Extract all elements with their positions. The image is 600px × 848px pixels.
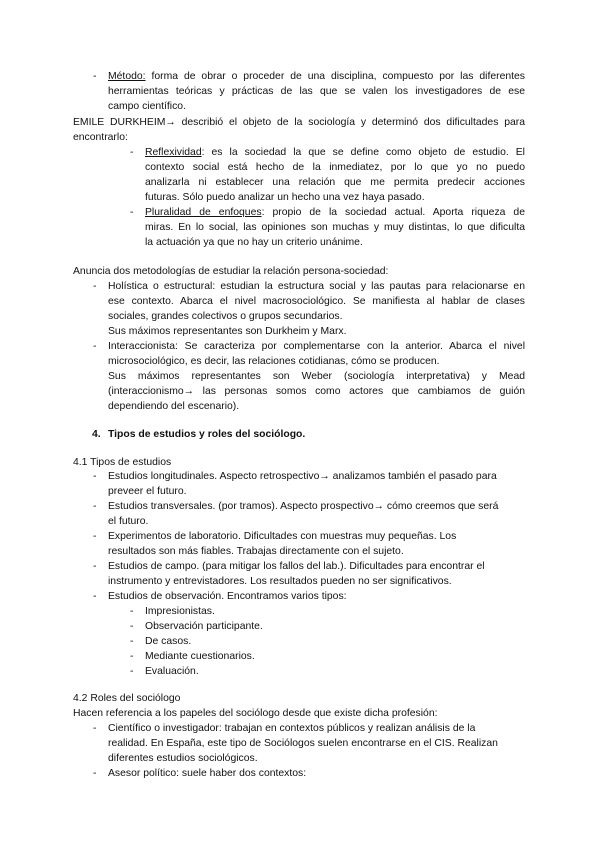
bullet-dash: -: [130, 636, 134, 647]
reflexividad-line-1: Reflexividad: es la sociedad la que se define como objeto de estudio. El: [145, 147, 525, 158]
metodologias-intro: Anuncia dos metodologías de estudiar la relación persona-sociedad:: [73, 266, 389, 277]
metodo-line-2: herramientas teóricas y prácticas de las que se valen los investigadores de ese: [108, 86, 525, 97]
holistica-line-3: sociales, grandes colectivos o grupos secundarios.: [108, 311, 343, 322]
bullet-dash: -: [93, 723, 97, 734]
cientifico-line-2: realidad. En España, este tipo de Sociólogos suelen encontrarse en el CIS. Realizan: [108, 738, 498, 749]
tipos-subitem: De casos.: [145, 636, 192, 647]
roles-intro: Hacen referencia a los papeles del sociólogo desde que existe dicha profesión:: [73, 708, 438, 719]
tipos-subitem: Evaluación.: [145, 666, 199, 677]
metodo-term: Método:: [108, 71, 146, 82]
bullet-dash: -: [130, 147, 134, 158]
cientifico-line-3: diferentes estudios sociológicos.: [108, 753, 258, 764]
tipos-item-1-line-2: preveer el futuro.: [108, 486, 187, 497]
bullet-dash: -: [93, 281, 97, 292]
pluralidad-line-3: la actuación ya que no hay un criterio unánime.: [145, 237, 363, 248]
bullet-dash: -: [93, 561, 97, 572]
tipos-item-5-line-1: Estudios de observación. Encontramos varios tipos:: [108, 591, 347, 602]
section-title: Tipos de estudios y roles del sociólogo.: [108, 429, 306, 440]
reflexividad-line-4: futuras. Sólo puedo analizar un hecho una vez haya pasado.: [145, 192, 425, 203]
interaccionista-line-3: Sus máximos representantes son Weber (sociología interpretativa) y Mead: [108, 371, 525, 382]
tipos-item-4-line-2: instrumento y entrevistadores. Los resultados pueden no ser significativos.: [108, 576, 452, 587]
cientifico-line-1: Científico o investigador: trabajan en contextos públicos y realizan análisis de la: [108, 723, 476, 734]
bullet-dash: -: [93, 471, 97, 482]
metodo-line-3: campo científico.: [108, 101, 186, 112]
bullet-dash: -: [93, 341, 97, 352]
interaccionista-line-1: Interaccionista: Se caracteriza por complementarse con la anterior. Abarca el nivel: [108, 341, 525, 352]
holistica-line-1: Holística o estructural: estudian la estructura social y las pautas para relacionarse en: [108, 281, 525, 292]
tipos-item-3-line-1: Experimentos de laboratorio. Dificultades con muestras muy pequeñas. Los: [108, 531, 457, 542]
reflexividad-term: Reflexividad: [145, 147, 202, 158]
bullet-dash: -: [93, 501, 97, 512]
pluralidad-line-1: Pluralidad de enfoques: propio de la sociedad actual. Aporta riqueza de: [145, 207, 525, 218]
holistica-line-2: ese contexto. Abarca el nivel macrosociológico. Se manifiesta al hablar de clases: [108, 296, 525, 307]
bullet-dash: -: [130, 207, 134, 218]
pluralidad-line-2: miras. En lo social, las opiniones son muchas y muy distintas, lo que dificulta: [145, 222, 525, 233]
interaccionista-line-5: dependiendo del escenario).: [108, 401, 240, 412]
bullet-dash: -: [130, 606, 134, 617]
asesor-line: Asesor político: suele haber dos contextos:: [108, 768, 307, 779]
metodo-line-1: Método: forma de obrar o proceder de una disciplina, compuesto por las diferentes: [108, 71, 525, 82]
bullet-dash: -: [93, 591, 97, 602]
holistica-line-4: Sus máximos representantes son Durkheim y Marx.: [108, 326, 347, 337]
roles-heading: 4.2 Roles del sociólogo: [73, 693, 181, 704]
bullet-dash: -: [130, 666, 134, 677]
reflexividad-line-2: contexto social está hecho de la inmediatez, por lo que yo no puedo: [145, 162, 525, 173]
tipos-subitem: Mediante cuestionarios.: [145, 651, 255, 662]
reflexividad-line-3: analizarla ni establecer una relación que me permita predecir acciones: [145, 177, 525, 188]
tipos-item-4-line-1: Estudios de campo. (para mitigar los fallos del lab.). Dificultades para encontrar el: [108, 561, 485, 572]
bullet-dash: -: [130, 621, 134, 632]
bullet-dash: -: [93, 71, 97, 82]
bullet-dash: -: [93, 768, 97, 779]
tipos-subitem: Impresionistas.: [145, 606, 215, 617]
section-number: 4.: [92, 429, 101, 440]
tipos-heading: 4.1 Tipos de estudios: [73, 457, 172, 468]
interaccionista-line-2: microsociológico, es decir, las relaciones cotidianas, cómo se producen.: [108, 356, 440, 367]
tipos-item-2-line-1: Estudios transversales. (por tramos). Aspecto prospectivo→ cómo creemos que será: [108, 501, 499, 512]
durkheim-line-1: EMILE DURKHEIM→ describió el objeto de la sociología y determinó dos dificultades para: [73, 117, 525, 128]
interaccionista-line-4: (interaccionismo→ las personas somos como actores que cambiamos de guión: [108, 386, 525, 397]
bullet-dash: -: [130, 651, 134, 662]
bullet-dash: -: [93, 531, 97, 542]
tipos-item-2-line-2: el futuro.: [108, 516, 149, 527]
tipos-item-3-line-2: resultados son más fiables. Trabajas directamente con el sujeto.: [108, 546, 404, 557]
tipos-subitem: Observación participante.: [145, 621, 263, 632]
tipos-item-1-line-1: Estudios longitudinales. Aspecto retrospectivo→ analizamos también el pasado para: [108, 471, 497, 482]
pluralidad-term: Pluralidad de enfoques: [145, 207, 262, 218]
durkheim-line-2: encontrarlo:: [73, 132, 128, 143]
